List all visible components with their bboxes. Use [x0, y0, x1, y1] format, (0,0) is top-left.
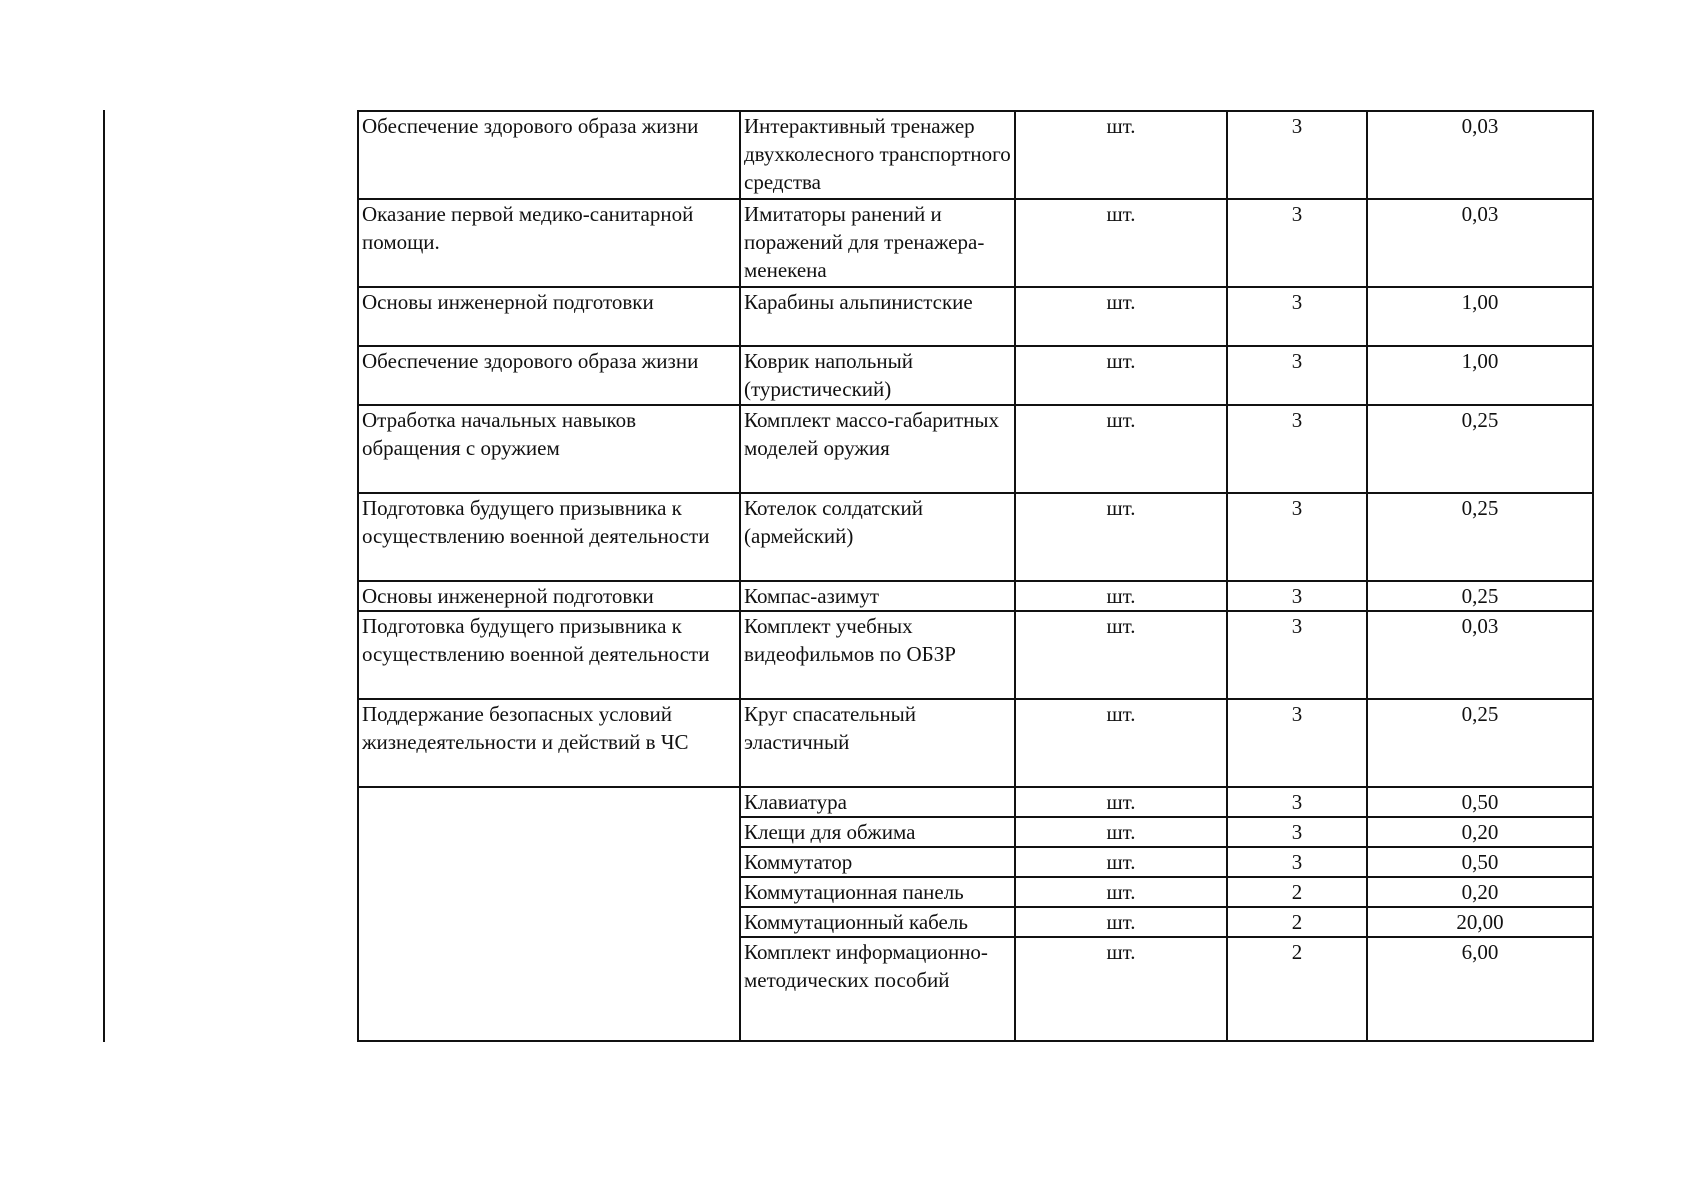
unit-cell: шт.: [1015, 405, 1227, 493]
count-cell: 3: [1227, 199, 1367, 287]
value-cell: 0,20: [1367, 877, 1593, 907]
left-margin-line: [103, 110, 105, 1042]
value-cell: 0,25: [1367, 405, 1593, 493]
item-cell: [740, 817, 1015, 847]
section-text: Отработка начальных навыков обращения с оружием: [362, 408, 637, 460]
item-cell: [740, 405, 1015, 493]
value-cell: 0,50: [1367, 787, 1593, 817]
item-cell: [740, 199, 1015, 287]
value-cell: 0,25: [1367, 581, 1593, 611]
table-row: [358, 111, 1593, 199]
count-cell: 2: [1227, 937, 1367, 1041]
count-cell: 3: [1227, 699, 1367, 787]
item-cell: [740, 787, 1015, 817]
section-cell: [358, 111, 740, 199]
table-row: [358, 287, 1593, 346]
table-row: [358, 493, 1593, 581]
section-text: Обеспечение здорового образа жизни: [362, 114, 699, 138]
table-row: [358, 787, 1593, 817]
count-cell: 3: [1227, 346, 1367, 405]
value-cell: 0,20: [1367, 817, 1593, 847]
count-cell: 3: [1227, 111, 1367, 199]
value-cell: 0,03: [1367, 199, 1593, 287]
count-cell: 2: [1227, 877, 1367, 907]
item-text: Коммутационный кабель: [744, 910, 968, 934]
unit-cell: шт.: [1015, 937, 1227, 1041]
value-cell: 6,00: [1367, 937, 1593, 1041]
unit-cell: шт.: [1015, 493, 1227, 581]
count-cell: 3: [1227, 787, 1367, 817]
item-cell: [740, 287, 1015, 346]
item-cell: [740, 493, 1015, 581]
unit-cell: шт.: [1015, 581, 1227, 611]
count-cell: 3: [1227, 817, 1367, 847]
item-text: Клещи для обжима: [744, 820, 916, 844]
value-cell: 20,00: [1367, 907, 1593, 937]
unit-cell: шт.: [1015, 111, 1227, 199]
section-text: Основы инженерной подготовки: [362, 290, 654, 314]
count-cell: 3: [1227, 611, 1367, 699]
table-row: [358, 611, 1593, 699]
section-text: Оказание первой медико-санитарной помощи.: [362, 202, 694, 254]
item-text: Котелок солдатский (армейский): [744, 496, 924, 548]
unit-cell: шт.: [1015, 787, 1227, 817]
item-text: Компас-азимут: [744, 584, 880, 608]
item-cell: [740, 847, 1015, 877]
section-cell: [358, 346, 740, 405]
section-cell: [358, 199, 740, 287]
item-cell: [740, 877, 1015, 907]
value-cell: 0,03: [1367, 111, 1593, 199]
unit-cell: шт.: [1015, 287, 1227, 346]
value-cell: 1,00: [1367, 287, 1593, 346]
section-cell: [358, 405, 740, 493]
unit-cell: шт.: [1015, 611, 1227, 699]
equipment-table: [357, 110, 1594, 1042]
item-cell: [740, 907, 1015, 937]
unit-cell: шт.: [1015, 199, 1227, 287]
table-row: [358, 346, 1593, 405]
item-text: Клавиатура: [744, 790, 847, 814]
value-cell: 0,03: [1367, 611, 1593, 699]
count-cell: 3: [1227, 493, 1367, 581]
item-cell: [740, 611, 1015, 699]
unit-cell: шт.: [1015, 817, 1227, 847]
unit-cell: шт.: [1015, 847, 1227, 877]
value-cell: 0,50: [1367, 847, 1593, 877]
value-cell: 0,25: [1367, 493, 1593, 581]
item-text: Имитаторы ранений и поражений для тренажера-менекена: [744, 202, 985, 282]
section-cell: [358, 699, 740, 787]
table-row: [358, 405, 1593, 493]
item-cell: [740, 346, 1015, 405]
count-cell: 2: [1227, 907, 1367, 937]
count-cell: 3: [1227, 287, 1367, 346]
item-text: Круг спасательный эластичный: [744, 702, 916, 754]
item-cell: [740, 111, 1015, 199]
table-row: [358, 699, 1593, 787]
unit-cell: шт.: [1015, 346, 1227, 405]
section-text: Подготовка будущего призывника к осуществлению военной деятельности: [362, 496, 710, 548]
item-cell: [740, 581, 1015, 611]
section-text: Основы инженерной подготовки: [362, 584, 654, 608]
value-cell: 0,25: [1367, 699, 1593, 787]
value-cell: 1,00: [1367, 346, 1593, 405]
section-text: Обеспечение здорового образа жизни: [362, 349, 699, 373]
item-text: Интерактивный тренажер двухколесного транспортного средства: [744, 114, 1011, 194]
table-row: [358, 199, 1593, 287]
item-text: Комплект информационно-методических пособий: [744, 940, 988, 992]
item-text: Комплект учебных видеофильмов по ОБЗР: [744, 614, 956, 666]
unit-cell: шт.: [1015, 699, 1227, 787]
item-text: Коммутатор: [744, 850, 853, 874]
item-cell: [740, 699, 1015, 787]
section-text: Подготовка будущего призывника к осуществлению военной деятельности: [362, 614, 710, 666]
item-text: Коврик напольный (туристический): [744, 349, 913, 401]
count-cell: 3: [1227, 405, 1367, 493]
item-text: Коммутационная панель: [744, 880, 964, 904]
count-cell: 3: [1227, 847, 1367, 877]
unit-cell: шт.: [1015, 877, 1227, 907]
section-cell: [358, 611, 740, 699]
item-text: Комплект массо-габаритных моделей оружия: [744, 408, 1000, 460]
section-cell: [358, 581, 740, 611]
section-cell: [358, 287, 740, 346]
item-text: Карабины альпинистские: [744, 290, 973, 314]
table-row: [358, 581, 1593, 611]
section-cell: [358, 493, 740, 581]
item-cell: [740, 937, 1015, 1041]
count-cell: 3: [1227, 581, 1367, 611]
section-text: Поддержание безопасных условий жизнедеятельности и действий в ЧС: [362, 702, 689, 754]
unit-cell: шт.: [1015, 907, 1227, 937]
section-cell-empty: [358, 787, 740, 1041]
